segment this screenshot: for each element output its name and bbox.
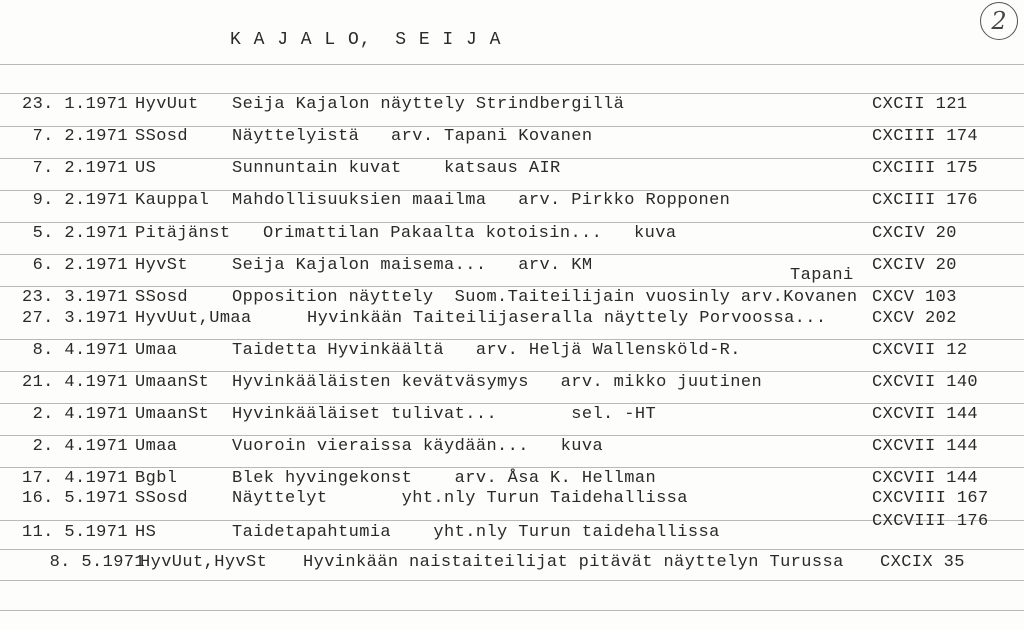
entry-date: 7. 2.1971 [32, 159, 128, 178]
entry-date: 23. 3.1971 [21, 288, 128, 307]
rule [0, 403, 1024, 404]
entry-date: 23. 1.1971 [21, 95, 128, 114]
entry-date: 9. 2.1971 [32, 191, 128, 210]
entry-title: Hyvinkääläisten kevätväsymys arv. mikko juutinen [232, 373, 763, 392]
entry-reference: CXCIII 174 [872, 127, 979, 146]
entry-source: Umaa [135, 437, 178, 456]
card-number: 2 [980, 2, 1018, 40]
entry-title: Orimattilan Pakaalta kotoisin... kuva [263, 224, 677, 243]
entry-title: Blek hyvingekonst arv. Åsa K. Hellman [232, 469, 657, 488]
entry-reference: CXCIV 20 [872, 256, 957, 275]
rule [0, 254, 1024, 255]
entry-title: Näyttelyistä arv. Tapani Kovanen [232, 127, 593, 146]
entry-title: Seija Kajalon maisema... arv. KM [232, 256, 593, 275]
entry-reference: CXCVII 12 [872, 341, 968, 360]
entry-reference: CXCVII 144 [872, 405, 979, 424]
entry-source: HyvUut [135, 95, 199, 114]
entry-note: Tapani [790, 266, 854, 285]
entry-source: US [135, 159, 157, 178]
entry-source: SSosd [135, 489, 189, 508]
entry-source: HyvUut,Umaa [135, 309, 252, 328]
entry-reference: CXCIV 20 [872, 224, 957, 243]
entry-title: Taidetapahtumia yht.nly Turun taidehallissa [232, 523, 720, 542]
rule [0, 64, 1024, 65]
entry-date: 6. 2.1971 [32, 256, 128, 275]
entry-date: 2. 4.1971 [32, 405, 128, 424]
entry-reference: CXCVII 144 [872, 437, 979, 456]
rule [0, 435, 1024, 436]
entry-title: Hyvinkään naistaiteilijat pitävät näyttelyn Turussa [303, 553, 844, 572]
entry-source: Bgbl [135, 469, 178, 488]
rule [0, 339, 1024, 340]
entry-date: 21. 4.1971 [21, 373, 128, 392]
entry-title: Sunnuntain kuvat katsaus AIR [232, 159, 561, 178]
entry-reference: CXCIX 35 [880, 553, 965, 572]
rule [0, 610, 1024, 611]
entry-date: 27. 3.1971 [21, 309, 128, 328]
entry-reference: CXCVIII 167 [872, 489, 989, 508]
entry-reference: CXCIII 176 [872, 191, 979, 210]
rule [0, 580, 1024, 581]
entry-title: Seija Kajalon näyttely Strindbergillä [232, 95, 625, 114]
entry-date: 8. 4.1971 [32, 341, 128, 360]
entry-source: UmaanSt [135, 373, 210, 392]
entry-date: 2. 4.1971 [32, 437, 128, 456]
entry-title: Näyttelyt yht.nly Turun Taidehallissa [232, 489, 688, 508]
rule [0, 520, 1024, 521]
entry-title: Vuoroin vieraissa käydään... kuva [232, 437, 604, 456]
entry-source: Umaa [135, 341, 178, 360]
entry-reference: CXCV 202 [872, 309, 957, 328]
entry-title: Hyvinkään Taiteilijaseralla näyttely Porvoossa... [307, 309, 827, 328]
entry-date: 11. 5.1971 [21, 523, 128, 542]
rule [0, 93, 1024, 94]
rule [0, 222, 1024, 223]
entry-reference: CXCII 121 [872, 95, 968, 114]
entry-title: Hyvinkääläiset tulivat... sel. -HT [232, 405, 657, 424]
entry-source: SSosd [135, 288, 189, 307]
entry-reference: CXCVII 140 [872, 373, 979, 392]
entry-source: HyvUut,HyvSt [140, 553, 268, 572]
rule [0, 286, 1024, 287]
entry-source: SSosd [135, 127, 189, 146]
entry-reference: CXCV 103 [872, 288, 957, 307]
entry-date: 8. 5.1971 [49, 553, 145, 572]
entry-source: UmaanSt [135, 405, 210, 424]
entry-reference: CXCVIII 176 [872, 512, 989, 531]
entry-reference: CXCVII 144 [872, 469, 979, 488]
entry-source: HyvSt [135, 256, 189, 275]
entry-source: Pitäjänst [135, 224, 231, 243]
entry-date: 7. 2.1971 [32, 127, 128, 146]
rule [0, 371, 1024, 372]
entry-date: 17. 4.1971 [21, 469, 128, 488]
entry-title: Opposition näyttely Suom.Taiteilijain vuosinly arv.Kovanen [232, 288, 858, 307]
entry-title: Mahdollisuuksien maailma arv. Pirkko Ropponen [232, 191, 731, 210]
entry-source: Kauppal [135, 191, 210, 210]
card-title: K A J A L O, S E I J A [230, 30, 502, 50]
entry-source: HS [135, 523, 157, 542]
entry-reference: CXCIII 175 [872, 159, 979, 178]
entry-title: Taidetta Hyvinkäältä arv. Heljä Wallensköld-R. [232, 341, 741, 360]
rule [0, 467, 1024, 468]
rule [0, 549, 1024, 550]
entry-date: 16. 5.1971 [21, 489, 128, 508]
entry-date: 5. 2.1971 [32, 224, 128, 243]
